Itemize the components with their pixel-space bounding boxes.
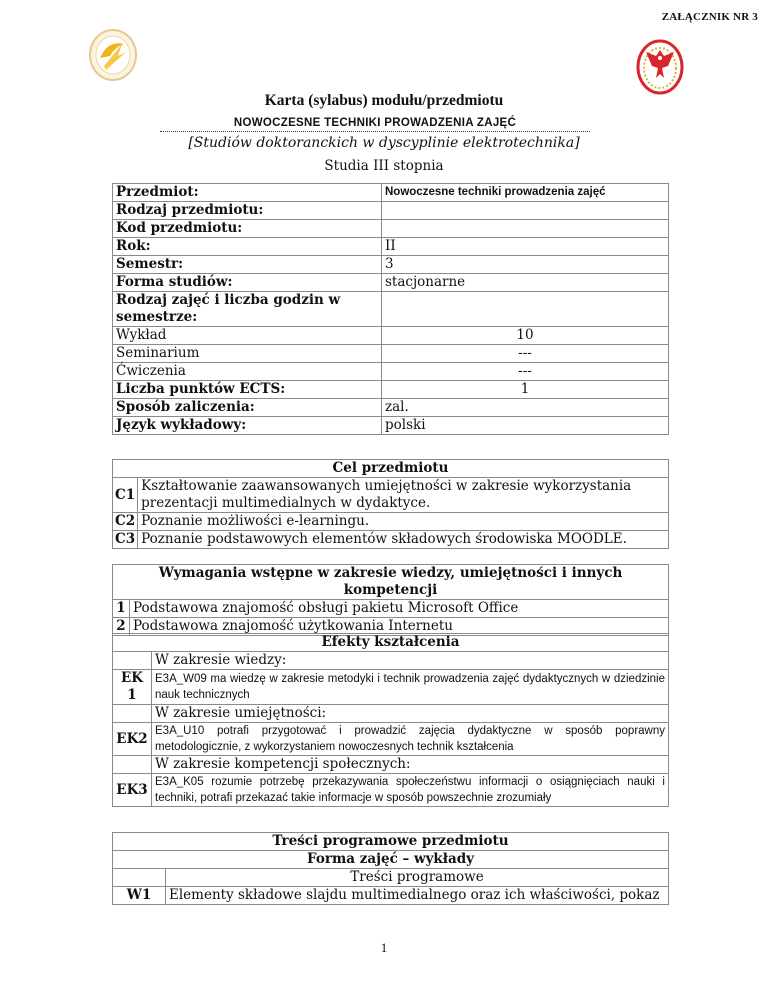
- program-name: [Studiów doktoranckich w dyscyplinie elektrotechnika]: [188, 135, 580, 151]
- info-value: [382, 202, 669, 220]
- info-label: Forma studiów:: [113, 274, 382, 292]
- course-name: NOWOCZESNE TECHNIKI PROWADZENIA ZAJĘĆ: [160, 117, 590, 132]
- requirement-text: Podstawowa znajomość użytkowania Internetu: [130, 618, 669, 636]
- outcome-code: EK2: [113, 723, 152, 756]
- card-title: Karta (sylabus) modułu/przedmiotu: [264, 92, 504, 109]
- goal-code: C3: [113, 531, 138, 549]
- goal-code: C1: [113, 478, 138, 513]
- requirement-code: 1: [113, 600, 130, 618]
- outcomes-heading: Efekty kształcenia: [113, 634, 669, 652]
- info-label: Ćwiczenia: [113, 363, 382, 381]
- program-content-text: Elementy składowe slajdu multimedialnego oraz ich właściwości, pokaz: [166, 887, 669, 905]
- info-value: 1: [382, 381, 669, 399]
- info-row-lecture: [113, 327, 669, 345]
- outcome-text: E3A_U10 potrafi przygotować i prowadzić zajęcia dydaktyczne w sposób poprawny metodologicznie, z wykorzystaniem nowoczesnych technik kształcenia: [152, 723, 669, 756]
- info-value: zal.: [382, 399, 669, 417]
- info-value: polski: [382, 417, 669, 435]
- course-info-table: [112, 183, 669, 435]
- info-label: Sposób zaliczenia:: [113, 399, 382, 417]
- outcome-row: [113, 670, 669, 705]
- outcome-row: [113, 723, 669, 756]
- requirement-code: 2: [113, 618, 130, 636]
- outcome-subheading: W zakresie umiejętności:: [152, 705, 669, 723]
- requirements-table: [112, 564, 669, 636]
- program-content-column-header: Treści programowe: [166, 869, 669, 887]
- goal-text: Poznanie możliwości e-learningu.: [138, 513, 669, 531]
- goal-text: Kształtowanie zaawansowanych umiejętności w zakresie wykorzystania prezentacji multimedialnych w dydaktyce.: [138, 478, 669, 513]
- info-row-type: [113, 202, 669, 220]
- info-row-subject: [113, 184, 669, 202]
- outcome-subheading: W zakresie wiedzy:: [152, 652, 669, 670]
- goal-text: Poznanie podstawowych elementów składowych środowiska MOODLE.: [138, 531, 669, 549]
- info-row-assessment: [113, 399, 669, 417]
- info-value: stacjonarne: [382, 274, 669, 292]
- study-level: Studia III stopnia: [324, 158, 444, 174]
- goal-row: [113, 513, 669, 531]
- info-value: ---: [382, 345, 669, 363]
- info-label: Przedmiot:: [113, 184, 382, 202]
- goals-heading: Cel przedmiotu: [113, 460, 669, 478]
- info-value: 3: [382, 256, 669, 274]
- outcome-text: E3A_K05 rozumie potrzebę przekazywania społeczeństwu informacji o osiągnięciach nauki i techniki, potrafi przekazać takie informacje w sposób powszechnie zrozumiały: [152, 774, 669, 807]
- outcome-code: EK3: [113, 774, 152, 807]
- info-label: Seminarium: [113, 345, 382, 363]
- info-row-year: [113, 238, 669, 256]
- info-value: ---: [382, 363, 669, 381]
- requirement-text: Podstawowa znajomość obsługi pakietu Microsoft Office: [130, 600, 669, 618]
- info-row-language: [113, 417, 669, 435]
- info-row-seminar: [113, 345, 669, 363]
- info-label: Rodzaj przedmiotu:: [113, 202, 382, 220]
- info-label: Rok:: [113, 238, 382, 256]
- outcome-text: E3A_W09 ma wiedzę w zakresie metodyki i technik prowadzenia zajęć dydaktycznych w dziedzinie nauk technicznych: [152, 670, 669, 705]
- goal-code: C2: [113, 513, 138, 531]
- page-number: 1: [380, 940, 388, 955]
- outcomes-table: [112, 633, 669, 807]
- annex-label: ZAŁĄCZNIK NR 3: [661, 11, 758, 23]
- goal-row: [113, 531, 669, 549]
- info-value: II: [382, 238, 669, 256]
- info-row-form: [113, 274, 669, 292]
- info-row-exercises: [113, 363, 669, 381]
- program-content-heading: Treści programowe przedmiotu: [113, 833, 669, 851]
- eagle-emblem-logo-icon: [636, 38, 684, 96]
- info-label: Kod przedmiotu:: [113, 220, 382, 238]
- goal-row: [113, 478, 669, 513]
- info-value: 10: [382, 327, 669, 345]
- requirement-row: [113, 600, 669, 618]
- info-label: Semestr:: [113, 256, 382, 274]
- info-value: Nowoczesne techniki prowadzenia zajęć: [382, 184, 669, 202]
- info-value: [382, 292, 669, 327]
- info-label: Rodzaj zajęć i liczba godzin w semestrze:: [113, 292, 382, 327]
- info-label: Wykład: [113, 327, 382, 345]
- outcome-row: [113, 774, 669, 807]
- outcome-code: EK 1: [113, 670, 152, 705]
- info-label: Liczba punktów ECTS:: [113, 381, 382, 399]
- info-row-class-types: [113, 292, 669, 327]
- program-content-row: [113, 887, 669, 905]
- info-value: [382, 220, 669, 238]
- university-seal-logo-icon: [88, 28, 138, 82]
- outcome-subheading: W zakresie kompetencji społecznych:: [152, 756, 669, 774]
- requirements-heading: Wymagania wstępne w zakresie wiedzy, umiejętności i innych kompetencji: [113, 565, 669, 600]
- program-content-table: [112, 832, 669, 905]
- info-row-code: [113, 220, 669, 238]
- info-label: Język wykładowy:: [113, 417, 382, 435]
- program-content-code: W1: [113, 887, 166, 905]
- info-row-semester: [113, 256, 669, 274]
- goals-table: [112, 459, 669, 549]
- program-content-form: Forma zajęć – wykłady: [113, 851, 669, 869]
- info-row-ects: [113, 381, 669, 399]
